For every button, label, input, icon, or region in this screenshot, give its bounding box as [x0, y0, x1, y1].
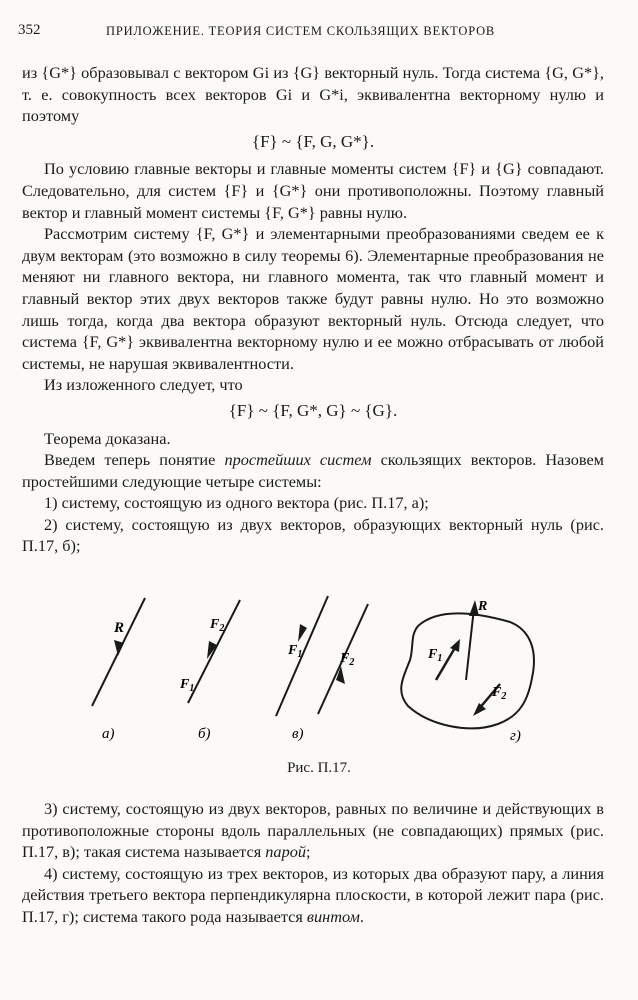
label-F2-g: $F_2$: [492, 685, 507, 702]
list-item-4: [22, 863, 604, 928]
page-number: 352: [18, 22, 41, 38]
formula-1: {F} ~ {F, G, G*}.: [251, 131, 375, 151]
page-header: [18, 22, 620, 42]
paragraph-2: По условию главные векторы и главные моменты систем {F} и {G} совпадают. Следовательно, для систем {F} и {G*} они противоположны. Поэтому главный вектор и главный момент системы {F, G*} равны нулю.: [22, 159, 604, 222]
p6-text-b: скользящих векторов. Назовем простейшими следующие четыре системы:: [22, 450, 604, 491]
label-F2-v: $F_2$: [340, 651, 355, 668]
label-F1-v: $F_1$: [288, 643, 303, 660]
label-b: б): [198, 726, 211, 742]
running-title: ПРИЛОЖЕНИЕ. ТЕОРИЯ СИСТЕМ СКОЛЬЗЯЩИХ ВЕКТОРОВ: [106, 24, 496, 38]
paragraph-1: из {G*} образовывал с вектором Gi из {G} векторный нуль. Тогда система {G, G*}, т. е. совокупность всех векторов Gi и G*i, эквивалентна векторному нулю и поэтому: [22, 63, 604, 126]
formula-2: {F} ~ {F, G*, G} ~ {G}.: [228, 400, 398, 420]
main-text: [22, 62, 604, 557]
vector-R-line-g: [466, 608, 474, 680]
label-v: в): [292, 726, 304, 742]
p6-text-a: Введем теперь понятие: [44, 450, 225, 470]
item4-emphasis: винтом: [306, 906, 360, 926]
list-item-1: 1) систему, состоящую из одного вектора (рис. П.17, а);: [44, 493, 429, 513]
figure-caption: Рис. П.17.: [287, 760, 351, 776]
label-R-a: R: [114, 620, 125, 636]
paragraph-5: Теорема доказана.: [44, 428, 171, 448]
p6-emphasis: простейших систем: [224, 450, 372, 470]
item3-text-a: 3) систему, состоящую из двух векторов, равных по величине и действующих в противоположные стороны вдоль параллельных (не совпадающих) прямых (рис. П.17, в); такая система называется: [22, 799, 604, 862]
figure-p17: [0, 588, 638, 788]
list-item-3: [22, 798, 604, 863]
item3-text-b: ;: [305, 842, 311, 862]
label-F1-b: $F_1$: [180, 677, 195, 694]
label-g: г): [510, 728, 521, 744]
item4-text-b: .: [359, 906, 364, 926]
item3-emphasis: парой: [265, 842, 306, 862]
vector-line-b: [188, 600, 240, 703]
figure-svg: [0, 588, 638, 768]
arrowhead-F1-g: [450, 639, 460, 652]
arrowhead-v-down: [336, 666, 345, 684]
arrowhead-v-up: [298, 624, 307, 642]
paragraph-4: Из изложенного следует, что: [44, 375, 243, 395]
label-F1-g: $F_1$: [428, 647, 443, 664]
paragraph-6: [22, 449, 604, 492]
main-text-2: [22, 798, 604, 928]
label-a: а): [102, 726, 115, 742]
paragraph-3: Рассмотрим систему {F, G*} и элементарными преобразованиями сведем ее к двум векторам (это возможно в силу теоремы 6). Элементарные преобразования не меняют ни главного вектора, ни главного момента, так что главный момент и главный вектор этих двух векторов также будут равны нулю. Но это возможно лишь тогда, когда два вектора образуют векторный нуль. Отсюда следует, что система {F, G*} эквивалентна векторному нулю и ее можно отбрасывать от любой системы, не нарушая эквивалентности.: [22, 224, 604, 373]
list-item-2: 2) систему, состоящую из двух векторов, образующих векторный нуль (рис. П.17, б);: [22, 514, 604, 556]
arrowhead-F2-g: [473, 703, 486, 716]
label-R-g: R: [478, 599, 488, 614]
item4-text-a: 4) систему, состоящую из трех векторов, из которых два образуют пару, а линия действия третьего вектора перпендикулярна плоскости, в которой лежит пара (рис. П.17, г); система такого рода называется: [22, 863, 604, 926]
label-F2-b: $F_2$: [210, 617, 225, 634]
